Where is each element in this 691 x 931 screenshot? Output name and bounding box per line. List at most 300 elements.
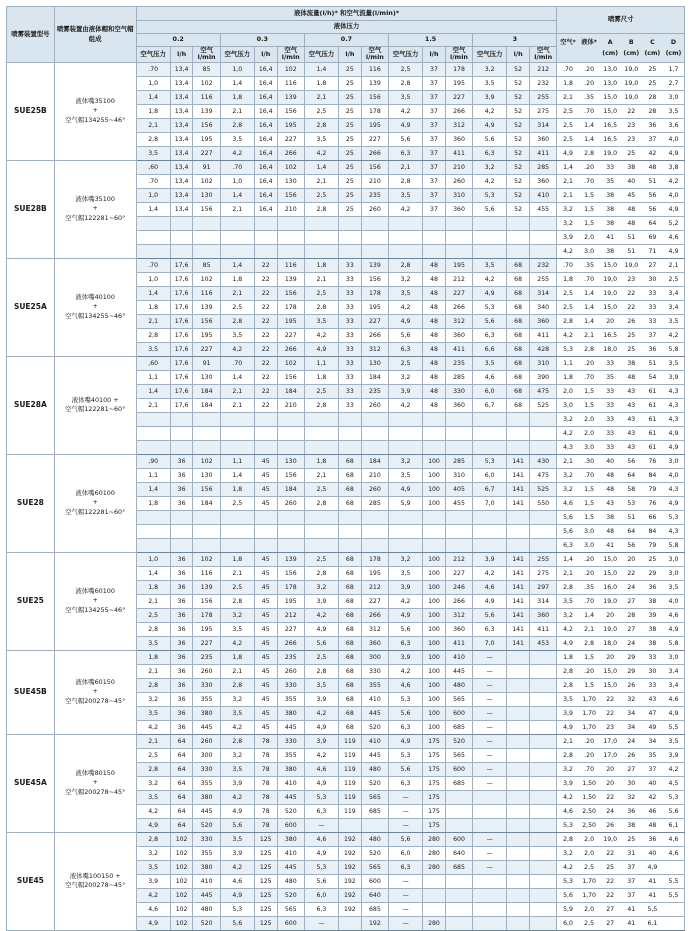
cell: 520 <box>361 720 388 734</box>
cell: 45 <box>254 650 277 664</box>
cell: 2,1 <box>220 664 254 678</box>
dimension-cell: 6,0 2,5 27 41 6,1 <box>557 916 685 930</box>
cell: 600 <box>361 874 388 888</box>
cell <box>277 524 304 538</box>
cell: 4,9 <box>473 286 507 300</box>
cell: 25 <box>338 90 361 104</box>
cell <box>445 790 472 804</box>
cell: 156 <box>277 370 304 384</box>
cell <box>529 678 556 692</box>
cell: 45 <box>254 496 277 510</box>
cell <box>304 524 338 538</box>
cell: 100 <box>423 496 446 510</box>
cell: 25 <box>338 160 361 174</box>
cell: 4,2 <box>389 300 423 314</box>
cell: 260 <box>361 398 388 412</box>
cell <box>304 412 338 426</box>
cell: 48 <box>423 300 446 314</box>
table-row <box>7 552 685 566</box>
cell: 4,2 <box>473 174 507 188</box>
cell <box>193 412 220 426</box>
header-dim-subcols <box>557 34 685 63</box>
cell: 235 <box>361 188 388 202</box>
dimension-cell: 4,9 1,70 23 34 49 5,5 <box>557 720 685 734</box>
cell: 5,6 <box>389 328 423 342</box>
cell <box>136 538 170 552</box>
cell: 16,4 <box>254 104 277 118</box>
cell: 266 <box>445 594 472 608</box>
dimension-cell: .70 .35 15,0 19,0 27 2,1 <box>557 258 685 272</box>
cell <box>338 510 361 524</box>
cell <box>254 440 277 454</box>
cell: 5,9 <box>389 496 423 510</box>
cell: 36 <box>170 594 193 608</box>
cell: 16,4 <box>254 146 277 160</box>
cell: — <box>473 650 507 664</box>
cell <box>423 874 446 888</box>
cell: 192 <box>361 916 388 930</box>
cell <box>529 790 556 804</box>
cell <box>361 440 388 454</box>
cell: 5,3 <box>389 692 423 706</box>
cell <box>445 216 472 230</box>
cell <box>361 524 388 538</box>
cell: 2,8 <box>220 678 254 692</box>
cell: 445 <box>445 664 472 678</box>
header-air-lmin-2: 空气 l/min <box>361 47 388 63</box>
cell: 1,0 <box>136 552 170 566</box>
cell: 192 <box>338 846 361 860</box>
cell <box>445 902 472 916</box>
cell: 445 <box>277 790 304 804</box>
cell: 22 <box>254 300 277 314</box>
cell: 195 <box>193 622 220 636</box>
cell: 36 <box>170 482 193 496</box>
cell: 6,3 <box>304 902 338 916</box>
cell: 4,6 <box>389 678 423 692</box>
cell <box>529 706 556 720</box>
cell <box>170 538 193 552</box>
cell <box>445 426 472 440</box>
cell: 139 <box>277 272 304 286</box>
cell: 195 <box>193 132 220 146</box>
cell: 3,2 <box>220 692 254 706</box>
cell: 6,3 <box>473 328 507 342</box>
cell: 3,9 <box>389 384 423 398</box>
header-air-pressure-4: 空气压力 <box>473 47 507 63</box>
cell: 91 <box>193 356 220 370</box>
cell: 68 <box>338 650 361 664</box>
table-row <box>7 258 685 272</box>
cell: 48 <box>423 286 446 300</box>
cell: 525 <box>529 482 556 496</box>
cell: 685 <box>445 860 472 874</box>
cell: 195 <box>361 118 388 132</box>
cell: 2,8 <box>304 566 338 580</box>
cell: 16,4 <box>254 76 277 90</box>
cell: 260 <box>277 664 304 678</box>
cell: 2,5 <box>304 286 338 300</box>
cell: 2,5 <box>304 482 338 496</box>
cell: 130 <box>193 468 220 482</box>
cell: 2,8 <box>220 734 254 748</box>
cell: 4,9 <box>389 118 423 132</box>
cell: 232 <box>529 76 556 90</box>
cell: 411 <box>445 146 472 160</box>
cell <box>338 230 361 244</box>
cell: 119 <box>338 748 361 762</box>
dimension-cell: 4,6 1,5 43 53 76 4,9 <box>557 496 685 510</box>
cell: 4,2 <box>220 720 254 734</box>
cell: 139 <box>193 580 220 594</box>
dimension-cell: 3,9 1,50 20 30 40 4,5 <box>557 776 685 790</box>
cell: 17,6 <box>170 286 193 300</box>
cell: 600 <box>277 818 304 832</box>
cell <box>361 538 388 552</box>
cell: 1,4 <box>220 370 254 384</box>
cell: 45 <box>254 608 277 622</box>
cell: 17,6 <box>170 314 193 328</box>
cell: 25 <box>338 62 361 76</box>
cell: 102 <box>277 356 304 370</box>
cell <box>423 524 446 538</box>
cell: 33 <box>338 272 361 286</box>
cell: 52 <box>507 132 530 146</box>
cell: 4,9 <box>304 846 338 860</box>
cell <box>529 818 556 832</box>
cell: 119 <box>338 734 361 748</box>
cell: 64 <box>170 776 193 790</box>
cell: 22 <box>254 356 277 370</box>
cell: 227 <box>361 314 388 328</box>
cell: 4,6 <box>304 762 338 776</box>
header-air-lmin-4: 空气 l/min <box>529 47 556 63</box>
cell: 1,0 <box>136 76 170 90</box>
cell: 33 <box>338 384 361 398</box>
cell: 5,6 <box>220 818 254 832</box>
cell: 141 <box>507 482 530 496</box>
cell: 33 <box>338 300 361 314</box>
cell: 3,5 <box>389 566 423 580</box>
cell <box>445 244 472 258</box>
cell <box>529 244 556 258</box>
cell <box>136 412 170 426</box>
dimension-cell: 5,3 2,50 26 38 48 6,1 <box>557 818 685 832</box>
cell: 36 <box>170 650 193 664</box>
cell: 13,4 <box>170 90 193 104</box>
cell: 3,9 <box>304 734 338 748</box>
cell: 227 <box>277 132 304 146</box>
cell: 130 <box>361 356 388 370</box>
cell <box>304 216 338 230</box>
cell <box>277 230 304 244</box>
dimension-cell: 3,2 1,5 48 58 79 4,3 <box>557 482 685 496</box>
dimension-cell: .70 .20 13,0 19,0 25 1,7 <box>557 62 685 76</box>
cell: 100 <box>423 608 446 622</box>
cell: 4,2 <box>220 860 254 874</box>
cell: 68 <box>507 356 530 370</box>
cell: 195 <box>277 118 304 132</box>
cell <box>445 412 472 426</box>
cell: 78 <box>254 776 277 790</box>
cell: 360 <box>445 398 472 412</box>
cell: 1,0 <box>136 272 170 286</box>
cell: 2,1 <box>220 104 254 118</box>
cell: 1,8 <box>220 90 254 104</box>
cell: 300 <box>193 748 220 762</box>
dimension-cell: 4,3 3,0 33 43 61 4,9 <box>557 440 685 454</box>
cell: 4,2 <box>389 664 423 678</box>
cell: 6,3 <box>473 622 507 636</box>
cell: 640 <box>445 846 472 860</box>
cell: 6,0 <box>473 384 507 398</box>
cell: 2,8 <box>304 398 338 412</box>
cell: 4,2 <box>304 608 338 622</box>
cell: 210 <box>361 174 388 188</box>
cell <box>529 216 556 230</box>
cell: 1,8 <box>220 272 254 286</box>
cell: 100 <box>423 678 446 692</box>
cell: — <box>473 664 507 678</box>
header-flow-title: 液体流量(l/h)* 和空气流量(l/min)* <box>136 7 557 21</box>
cell: — <box>389 888 423 902</box>
cell <box>507 412 530 426</box>
cell: 3,2 <box>220 748 254 762</box>
cell: 4,2 <box>220 636 254 650</box>
cell: 178 <box>277 300 304 314</box>
cell <box>254 244 277 258</box>
cell: 2,8 <box>136 678 170 692</box>
cell: 16,4 <box>254 174 277 188</box>
header-pressure-4: 3 <box>473 34 557 47</box>
cell: 7,0 <box>473 496 507 510</box>
cell: 4,9 <box>304 720 338 734</box>
cell <box>220 426 254 440</box>
cell: 1,8 <box>304 258 338 272</box>
cell: 25 <box>338 174 361 188</box>
cell: 227 <box>193 636 220 650</box>
spec-table <box>6 6 685 931</box>
cell: 330 <box>361 664 388 678</box>
cell: 235 <box>193 650 220 664</box>
cell <box>423 440 446 454</box>
cell: 156 <box>277 566 304 580</box>
cell: 178 <box>361 552 388 566</box>
cell <box>338 916 361 930</box>
model-cell: SUE28 <box>7 454 55 552</box>
cell: 4,2 <box>389 202 423 216</box>
cell: 1,4 <box>136 90 170 104</box>
cell: 3,5 <box>220 328 254 342</box>
cell: 36 <box>170 692 193 706</box>
cell: 2,8 <box>389 258 423 272</box>
cell: 116 <box>193 566 220 580</box>
cell: 266 <box>445 104 472 118</box>
cell: 312 <box>445 608 472 622</box>
cell: 125 <box>254 860 277 874</box>
dimension-cell: 3,2 2,0 33 43 61 4,3 <box>557 412 685 426</box>
cell <box>338 216 361 230</box>
cell: 3,2 <box>389 272 423 286</box>
cell <box>277 244 304 258</box>
cell: 2,8 <box>220 118 254 132</box>
cell: 22 <box>254 370 277 384</box>
cell: 3,5 <box>220 762 254 776</box>
cell: 68 <box>338 566 361 580</box>
description-cell: 液体嘴80150 + 空气帽200278~45° <box>54 734 136 832</box>
cell: 102 <box>193 76 220 90</box>
cell <box>170 510 193 524</box>
cell: 102 <box>170 846 193 860</box>
cell: 280 <box>423 916 446 930</box>
dimension-cell: 3,2 1,5 38 48 64 5,2 <box>557 216 685 230</box>
cell: 266 <box>361 328 388 342</box>
cell: 266 <box>277 342 304 356</box>
cell: 4,2 <box>473 566 507 580</box>
cell: 2,8 <box>389 76 423 90</box>
cell: 139 <box>193 104 220 118</box>
cell: 178 <box>445 62 472 76</box>
header-lh-0: l/h <box>170 47 193 63</box>
header-pressure-title: 液体压力 <box>136 21 557 34</box>
cell: 475 <box>529 468 556 482</box>
cell: 520 <box>277 804 304 818</box>
cell: 1,8 <box>136 580 170 594</box>
cell: 455 <box>529 202 556 216</box>
cell: 68 <box>507 328 530 342</box>
cell: — <box>473 720 507 734</box>
header-dim-b: B (cm) <box>623 38 640 57</box>
cell: 3,5 <box>389 90 423 104</box>
cell: 4,9 <box>389 608 423 622</box>
cell: 600 <box>445 832 472 846</box>
cell: 68 <box>338 608 361 622</box>
cell: 156 <box>193 118 220 132</box>
cell: 102 <box>193 552 220 566</box>
header-lh-2: l/h <box>338 47 361 63</box>
cell: 184 <box>277 482 304 496</box>
cell: 85 <box>193 62 220 76</box>
cell <box>473 244 507 258</box>
cell: 100 <box>423 482 446 496</box>
cell: 312 <box>361 342 388 356</box>
cell: 410 <box>277 846 304 860</box>
cell: 2,5 <box>304 552 338 566</box>
cell: 285 <box>445 370 472 384</box>
cell: 36 <box>170 678 193 692</box>
cell: 210 <box>277 202 304 216</box>
cell <box>529 832 556 846</box>
cell <box>277 538 304 552</box>
cell: 411 <box>529 328 556 342</box>
cell <box>220 510 254 524</box>
cell: 102 <box>193 454 220 468</box>
cell: 212 <box>529 62 556 76</box>
cell: 2,5 <box>304 384 338 398</box>
cell: 210 <box>277 398 304 412</box>
cell: 45 <box>254 636 277 650</box>
header-air-lmin-1: 空气 l/min <box>277 47 304 63</box>
cell: 17,6 <box>170 272 193 286</box>
cell: 227 <box>361 132 388 146</box>
cell <box>507 720 530 734</box>
cell: 285 <box>361 496 388 510</box>
cell <box>507 244 530 258</box>
cell <box>507 440 530 454</box>
cell: 3,2 <box>389 454 423 468</box>
cell <box>423 216 446 230</box>
cell: 260 <box>361 202 388 216</box>
cell: 360 <box>529 314 556 328</box>
cell: 45 <box>254 454 277 468</box>
cell: 685 <box>361 902 388 916</box>
cell: 565 <box>361 860 388 874</box>
cell: — <box>389 804 423 818</box>
cell: 25 <box>338 104 361 118</box>
cell: 116 <box>361 62 388 76</box>
cell: 640 <box>361 888 388 902</box>
cell: 355 <box>361 678 388 692</box>
cell: 227 <box>445 286 472 300</box>
cell: 1,4 <box>220 188 254 202</box>
cell: 1,8 <box>304 370 338 384</box>
cell <box>473 790 507 804</box>
dimension-cell: 5,9 2,0 27 41 5,5 <box>557 902 685 916</box>
cell: 3,9 <box>389 650 423 664</box>
cell <box>507 664 530 678</box>
cell: 4,6 <box>473 580 507 594</box>
cell: 6,0 <box>304 888 338 902</box>
cell: 1,4 <box>220 258 254 272</box>
cell: 2,1 <box>136 734 170 748</box>
cell: 266 <box>361 146 388 160</box>
cell: 2,5 <box>220 580 254 594</box>
cell: 5,3 <box>473 188 507 202</box>
cell: 2,8 <box>136 762 170 776</box>
cell: 1,4 <box>136 384 170 398</box>
cell: 520 <box>361 846 388 860</box>
dimension-cell: 2,1 1,5 38 45 56 4,0 <box>557 188 685 202</box>
cell <box>507 748 530 762</box>
cell: 520 <box>277 888 304 902</box>
cell: 141 <box>507 608 530 622</box>
cell: 280 <box>423 832 446 846</box>
cell: 22 <box>254 328 277 342</box>
cell: 260 <box>445 174 472 188</box>
cell: 5,6 <box>473 202 507 216</box>
cell <box>338 818 361 832</box>
cell: 330 <box>193 762 220 776</box>
cell: 175 <box>423 748 446 762</box>
cell: 3,5 <box>473 76 507 90</box>
cell <box>507 818 530 832</box>
cell: 445 <box>277 720 304 734</box>
cell <box>423 888 446 902</box>
cell: 22 <box>254 286 277 300</box>
cell: 380 <box>193 790 220 804</box>
model-cell: SUE25A <box>7 258 55 356</box>
cell <box>423 412 446 426</box>
cell: 45 <box>254 566 277 580</box>
dimension-cell: 4,6 2,50 24 36 46 5,6 <box>557 804 685 818</box>
cell: 1,4 <box>304 62 338 76</box>
cell: 285 <box>529 160 556 174</box>
header-pressure-1: 0.3 <box>220 34 304 47</box>
cell: 68 <box>507 272 530 286</box>
cell <box>389 230 423 244</box>
cell <box>170 230 193 244</box>
cell: 178 <box>361 104 388 118</box>
